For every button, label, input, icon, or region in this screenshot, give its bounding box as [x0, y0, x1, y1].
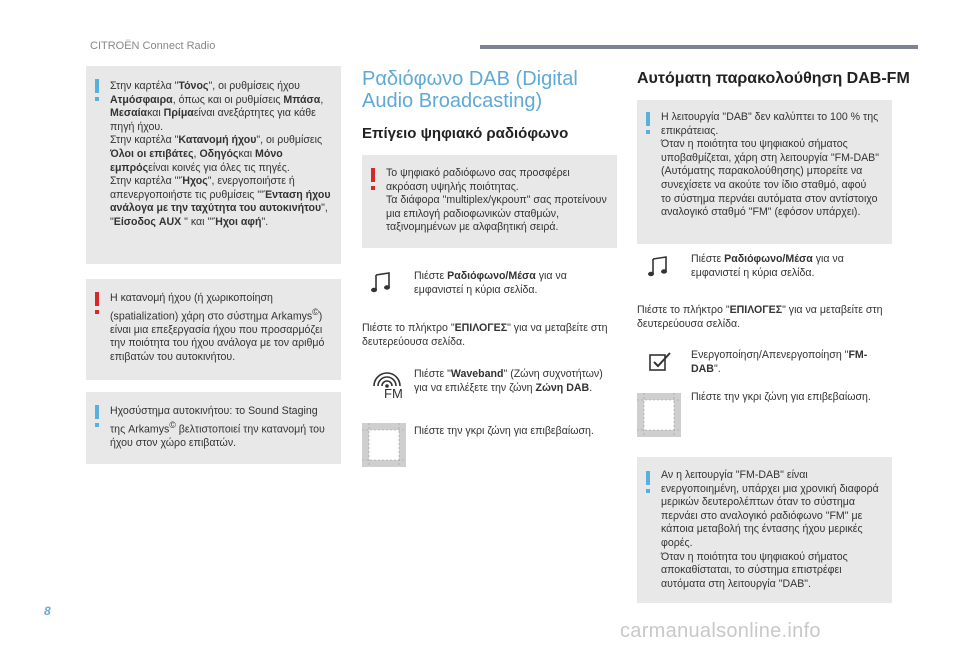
- text-line: (Αυτόματης παρακολούθησης) μπορείτε να: [661, 165, 863, 178]
- paragraph-options-key: [362, 322, 617, 349]
- watermark: carmanualsonline.info: [620, 620, 821, 642]
- spatialization-text: [110, 292, 338, 365]
- text-line: Στην καρτέλα "Κατανομή ήχου", οι ρυθμίσεις: [110, 134, 323, 147]
- text-line: μια επιλογή ραδιοφωνικών σταθμών,: [386, 207, 560, 220]
- step-toggle-fm-dab: [691, 349, 891, 376]
- section-title-dab: Ραδιόφωνο DAB (Digital Audio Broadcasting): [362, 68, 578, 112]
- text-line: φορές.: [661, 536, 693, 549]
- text-line: Ηχοσύστημα αυτοκινήτου: το Sound Staging: [110, 405, 318, 417]
- text-line: επιβατών του αυτοκινήτου.: [110, 350, 236, 363]
- text-line: της Arkamys© βελτιστοποιεί την κατανομή του: [110, 419, 325, 436]
- header-brand: CITROËN Connect Radio: [90, 40, 216, 52]
- text-line: αναλογικό σταθμό "FM" (εφόσον υπάρχει).: [661, 206, 861, 219]
- digital-radio-text: [386, 167, 614, 235]
- info-marker-icon: [95, 79, 99, 93]
- text-line: "Είσοδος AUX " και "'Ήχοι αφή".: [110, 215, 269, 228]
- music-note-icon: [647, 256, 669, 278]
- step-press-radio-media: [414, 270, 614, 297]
- section-subtitle-digital-radio: Επίγειο ψηφιακό ραδιόφωνο: [362, 125, 569, 142]
- text-line: Πιέστε το πλήκτρο "ΕΠΙΛΟΓΕΣ" για να μεταβείτε στη: [362, 322, 608, 334]
- checkbox-icon[interactable]: [648, 350, 672, 372]
- text-line: υποβαθμίζεται, χάρη στη λειτουργία "FM-DAB": [661, 151, 879, 164]
- text-line: Στην καρτέλα "'Ήχος", ενεργοποιήστε ή: [110, 175, 295, 188]
- warning-box-digital-radio: [362, 155, 617, 248]
- text-line: δευτερεύουσα σελίδα.: [362, 335, 466, 348]
- text-line: αποκαθίσταται, το σύστημα επιστρέφει: [661, 564, 842, 577]
- text-line: ακρόαση υψηλής ποιότητας.: [386, 180, 519, 193]
- warning-marker-icon: [371, 168, 375, 182]
- tone-text: [110, 80, 338, 230]
- text-line: Πιέστε το πλήκτρο "ΕΠΙΛΟΓΕΣ" για να μεταβείτε στη: [637, 304, 883, 316]
- grey-zone-icon[interactable]: [637, 393, 681, 437]
- info-marker-icon: [646, 471, 650, 485]
- text-line: μερικών δευτερολέπτων όταν το σύστημα: [661, 496, 855, 509]
- page-number: 8: [44, 604, 51, 618]
- info-box-dab-coverage: [637, 100, 892, 244]
- text-line: Όταν η ποιότητα του ψηφιακού σήματος: [661, 138, 848, 151]
- text-line: Όταν η ποιότητα του ψηφιακού σήματος: [661, 550, 848, 563]
- paragraph-options-key: [637, 304, 892, 331]
- text-line: πηγή ήχου.: [110, 120, 164, 133]
- text-line: εμφανιστεί η κύρια σελίδα.: [414, 283, 538, 296]
- text-line: αυτόματα στη λειτουργία "DAB".: [661, 577, 811, 590]
- text-line: DAB".: [691, 362, 721, 375]
- text-line: δευτερεύουσα σελίδα.: [637, 317, 741, 330]
- text-line: ήχου στον χώρο επιβατών.: [110, 436, 237, 449]
- text-line: Στην καρτέλα "Τόνος", οι ρυθμίσεις ήχου: [110, 80, 300, 92]
- fm-dab-delay-text: [661, 469, 889, 591]
- text-line: Η λειτουργία "DAB" δεν καλύπτει το 100 % της: [661, 111, 879, 123]
- info-marker-icon: [95, 405, 99, 419]
- grey-zone-icon[interactable]: [362, 423, 406, 467]
- info-box-tone: [86, 66, 341, 264]
- text-line: (spatialization) χάρη στο σύστημα Arkamys©): [110, 306, 323, 323]
- text-line: συνεχίσετε να ακούτε τον ίδιο σταθμό, αφού: [661, 178, 867, 191]
- dab-coverage-text: [661, 111, 889, 220]
- music-note-icon: [370, 272, 392, 294]
- fm-label: FM: [384, 386, 403, 401]
- text-line: απενεργοποιήστε τις ρυθμίσεις "'Ένταση ήχου: [110, 188, 331, 201]
- info-marker-icon: [646, 112, 650, 126]
- text-line: το σύστημα περνάει αυτόματα στον αντίστοιχο: [661, 192, 878, 205]
- step-press-grey-zone: [691, 391, 891, 405]
- text-line: κάποια μεταβολή της έντασης ήχου μερικές: [661, 523, 863, 536]
- text-line: είναι μια επεξεργασία ήχου που προσαρμόζει: [110, 323, 323, 336]
- text-line: Η κατανομή ήχου (ή χωρικοποίηση: [110, 292, 273, 304]
- text-line: για να επιλέξετε την ζώνη Ζώνη DAB.: [414, 381, 593, 394]
- warning-marker-icon: [95, 292, 99, 306]
- text-line: Πιέστε την γκρι ζώνη για επιβεβαίωση.: [414, 425, 594, 437]
- text-line: Πιέστε Ραδιόφωνο/Μέσα για να: [414, 270, 567, 282]
- text-line: ταξινομημένων με αλφαβητική σειρά.: [386, 221, 559, 234]
- text-line: Πιέστε Ραδιόφωνο/Μέσα για να: [691, 253, 844, 265]
- text-line: Πιέστε την γκρι ζώνη για επιβεβαίωση.: [691, 391, 871, 403]
- text-line: Τα διάφορα "multiplex/γκρουπ" σας προτείνουν: [386, 194, 607, 207]
- text-line: ενεργοποιημένη, υπάρχει μια χρονική διαφορά: [661, 482, 879, 495]
- sound-staging-text: [110, 405, 338, 450]
- text-line: περνάει στο αναλογικό ραδιόφωνο "FM" με: [661, 509, 863, 522]
- text-line: ανάλογα με την ταχύτητα του αυτοκινήτου",: [110, 202, 328, 215]
- text-line: Μεσαίακαι Πρίμαείναι ανεξάρτητες για κάθε: [110, 107, 316, 120]
- step-press-waveband: [414, 368, 619, 395]
- text-line: Το ψηφιακό ραδιόφωνο σας προσφέρει: [386, 167, 570, 179]
- text-line: εμπρόςείναι κοινές για όλες τις πηγές.: [110, 161, 290, 174]
- info-box-sound-staging: [86, 392, 341, 464]
- text-line: την ποιότητα του ήχου ανάλογα με τον αριθμό: [110, 337, 325, 350]
- text-line: επικράτειας.: [661, 124, 719, 137]
- section-title-dab-fm: Αυτόματη παρακολούθηση DAB-FM: [637, 70, 910, 87]
- step-press-grey-zone: [414, 425, 619, 439]
- text-line: Όλοι οι επιβάτες, Οδηγόςκαι Μόνο: [110, 147, 283, 160]
- step-press-radio-media: [691, 253, 891, 280]
- warning-box-spatialization: [86, 279, 341, 380]
- text-line: Αν η λειτουργία "FM-DAB" είναι: [661, 469, 808, 481]
- text-line: Πιέστε "Waveband" (Ζώνη συχνοτήτων): [414, 368, 603, 380]
- info-box-fm-dab-delay: [637, 457, 892, 603]
- text-line: εμφανιστεί η κύρια σελίδα.: [691, 266, 815, 279]
- header-divider: [480, 45, 918, 49]
- text-line: Ενεργοποίηση/Απενεργοποίηση "FM-: [691, 349, 868, 361]
- text-line: Ατμόσφαιρα, όπως και οι ρυθμίσεις Μπάσα,: [110, 93, 324, 106]
